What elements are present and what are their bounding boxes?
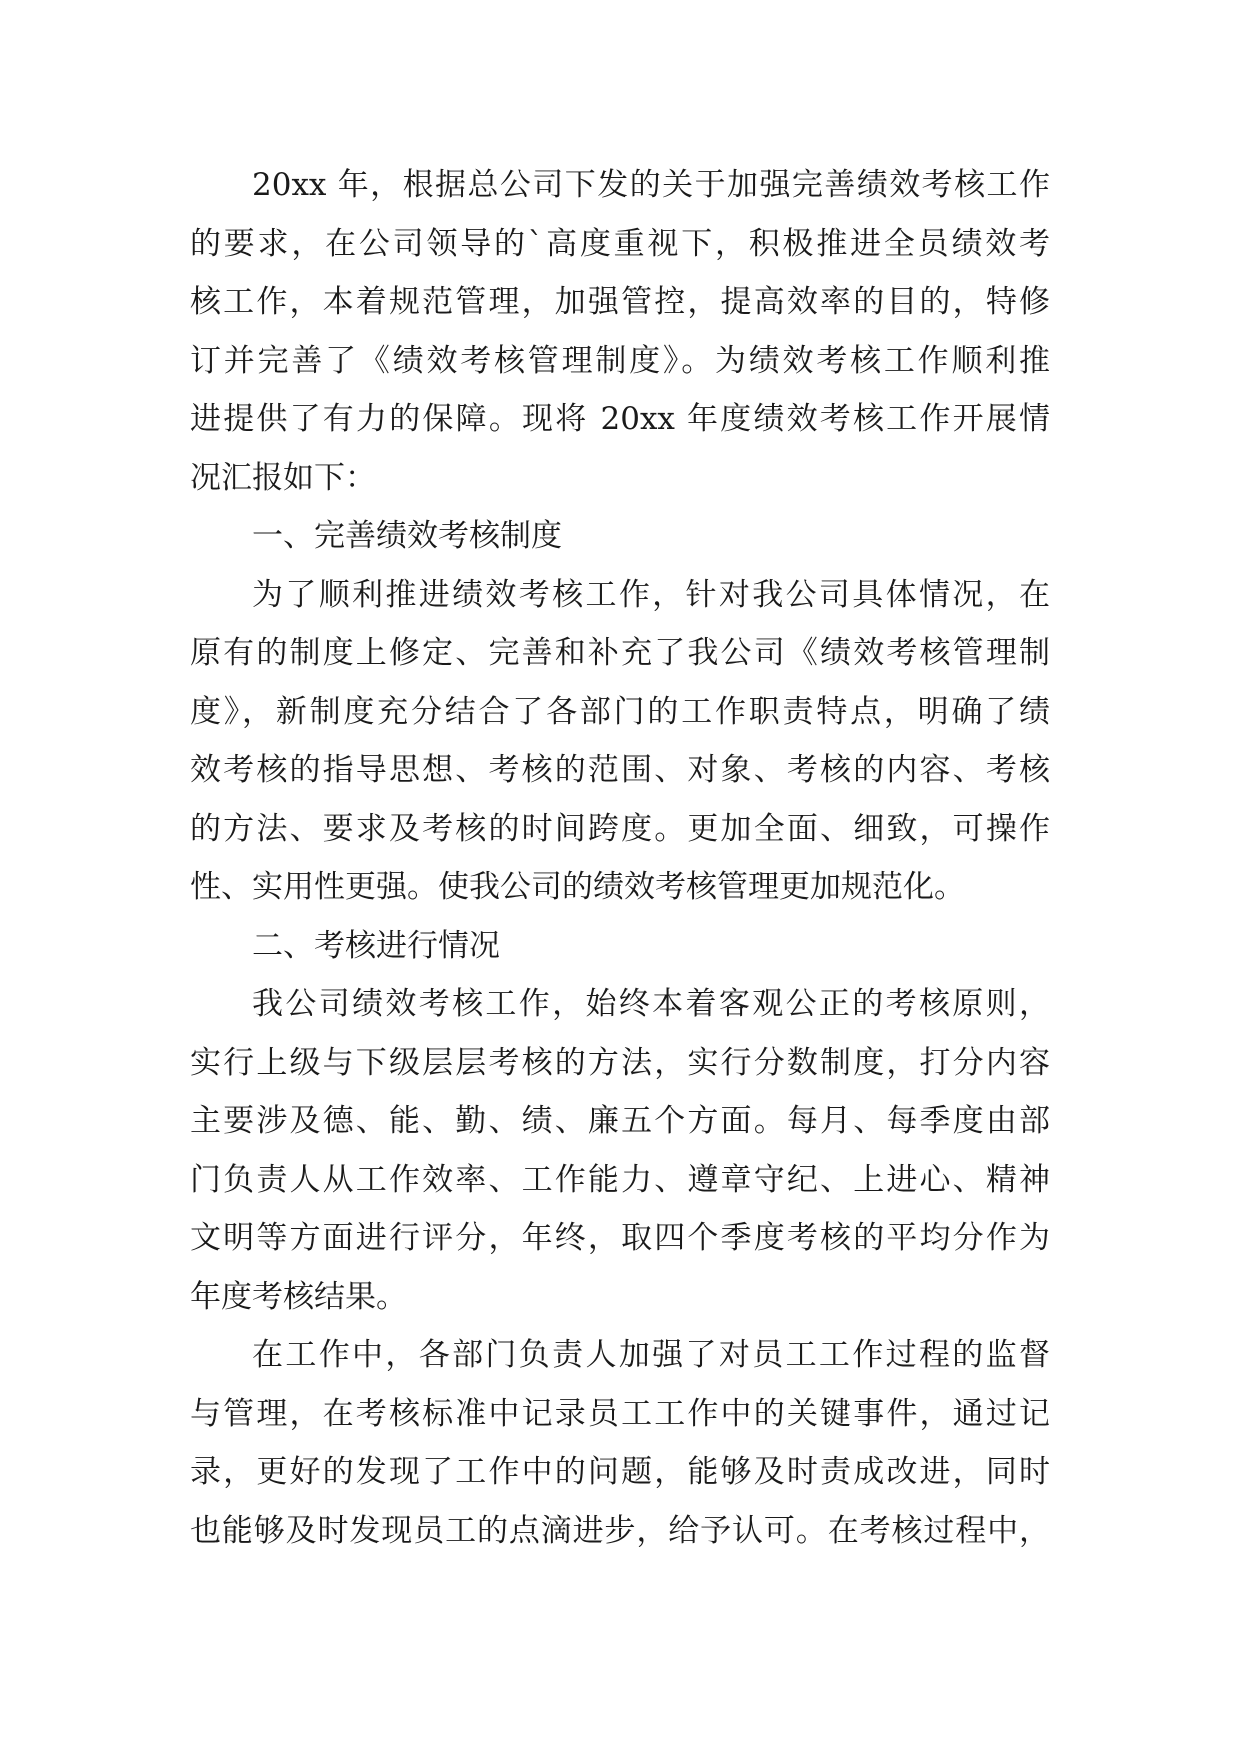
paragraph-supervision — [190, 1326, 1050, 1560]
text-line: 进提供了有力的保障。现将 20xx 年度绩效考核工作开展情 — [190, 401, 1050, 437]
text-line: 度》，新制度充分结合了各部门的工作职责特点，明确了绩 — [190, 693, 1050, 730]
text-line: 的方法、要求及考核的时间跨度。更加全面、细致，可操作 — [190, 810, 1050, 847]
section-heading-2 — [190, 917, 1050, 976]
section-heading: 一、完善绩效考核制度 — [252, 518, 562, 554]
text-line: 的要求，在公司领导的`高度重视下，积极推进全员绩效考 — [190, 225, 1050, 262]
document-body — [190, 156, 1050, 1560]
text-line: 主要涉及德、能、勤、绩、廉五个方面。每月、每季度由部 — [190, 1103, 1050, 1139]
paragraph-system — [190, 566, 1050, 917]
text-line: 我公司绩效考核工作，始终本着客观公正的考核原则， — [252, 986, 1050, 1022]
text-line: 与管理，在考核标准中记录员工工作中的关键事件，通过记 — [190, 1395, 1050, 1432]
text-line: 在工作中，各部门负责人加强了对员工工作过程的监督 — [252, 1337, 1050, 1373]
text-line: 录，更好的发现了工作中的问题，能够及时责成改进，同时 — [190, 1454, 1050, 1490]
text-line: 实行上级与下级层层考核的方法，实行分数制度，打分内容 — [190, 1044, 1050, 1081]
text-line: 况汇报如下： — [190, 459, 376, 496]
text-line: 也能够及时发现员工的点滴进步，给予认可。在考核过程中， — [190, 1512, 1050, 1549]
text-line: 年度考核结果。 — [190, 1278, 407, 1315]
text-line: 20xx 年，根据总公司下发的关于加强完善绩效考核工作 — [252, 167, 1050, 203]
paragraph-intro — [190, 156, 1050, 507]
text-line: 性、实用性更强。使我公司的绩效考核管理更加规范化。 — [190, 869, 965, 905]
text-line: 门负责人从工作效率、工作能力、遵章守纪、上进心、精神 — [190, 1161, 1050, 1198]
paragraph-progress — [190, 975, 1050, 1326]
section-heading: 二、考核进行情况 — [252, 927, 500, 964]
text-line: 文明等方面进行评分，年终，取四个季度考核的平均分作为 — [190, 1220, 1050, 1256]
text-line: 订并完善了《绩效考核管理制度》。为绩效考核工作顺利推 — [190, 342, 1050, 379]
text-line: 原有的制度上修定、完善和补充了我公司《绩效考核管理制 — [190, 635, 1050, 671]
text-line: 核工作，本着规范管理，加强管控，提高效率的目的，特修 — [190, 284, 1050, 320]
section-heading-1 — [190, 507, 1050, 566]
text-line: 效考核的指导思想、考核的范围、对象、考核的内容、考核 — [190, 752, 1050, 788]
text-line: 为了顺利推进绩效考核工作，针对我公司具体情况，在 — [252, 576, 1050, 613]
